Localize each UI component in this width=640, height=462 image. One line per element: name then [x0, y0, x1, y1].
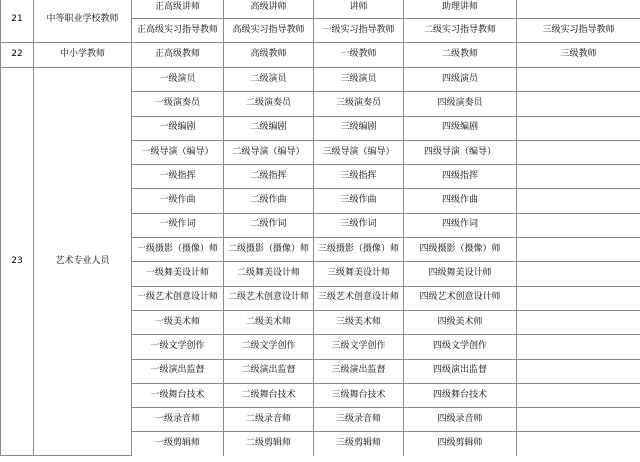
- title-cell: 三级演员: [314, 68, 404, 92]
- title-cell: 三级舞台技术: [314, 383, 404, 407]
- title-cell: 一级作曲: [132, 189, 224, 213]
- title-cell: 讲师: [314, 0, 404, 19]
- title-cell: 三级导演（编导）: [314, 140, 404, 164]
- title-cell: 二级教师: [404, 43, 517, 68]
- title-cell: 二级剪辑师: [224, 432, 314, 456]
- category-name: 艺术专业人员: [34, 68, 132, 456]
- empty-cell: [517, 335, 640, 359]
- title-cell: 二级作曲: [224, 189, 314, 213]
- title-cell: 一级指挥: [132, 165, 224, 189]
- title-cell: 三级演出监督: [314, 359, 404, 383]
- title-cell: 四级剪辑师: [404, 432, 517, 456]
- title-cell: 三级作曲: [314, 189, 404, 213]
- title-cell: 三级舞美设计师: [314, 262, 404, 286]
- title-cell: [517, 0, 640, 19]
- title-cell: 助理讲师: [404, 0, 517, 19]
- title-cell: 四级演奏员: [404, 92, 517, 116]
- empty-cell: [517, 408, 640, 432]
- title-cell: 四级摄影（摄像）师: [404, 238, 517, 262]
- title-cell: 三级演奏员: [314, 92, 404, 116]
- title-cell: 一级艺术创意设计师: [132, 286, 224, 310]
- title-cell: 二级导演（编导）: [224, 140, 314, 164]
- title-cell: 二级指挥: [224, 165, 314, 189]
- empty-cell: [517, 68, 640, 92]
- title-cell: 四级作曲: [404, 189, 517, 213]
- title-cell: 三级作词: [314, 213, 404, 237]
- title-cell: 四级导演（编导）: [404, 140, 517, 164]
- title-cell: 四级录音师: [404, 408, 517, 432]
- title-cell: 二级美术师: [224, 310, 314, 334]
- empty-cell: [517, 383, 640, 407]
- title-cell: 正高级讲师: [132, 0, 224, 19]
- empty-cell: [517, 262, 640, 286]
- title-cell: 二级演出监督: [224, 359, 314, 383]
- empty-cell: [517, 238, 640, 262]
- empty-cell: [517, 213, 640, 237]
- title-cell: 三级教师: [517, 43, 640, 68]
- title-cell: 一级美术师: [132, 310, 224, 334]
- title-cell: 四级美术师: [404, 310, 517, 334]
- table-row: [1, 68, 640, 92]
- row-number: 21: [1, 0, 34, 43]
- title-cell: 二级演奏员: [224, 92, 314, 116]
- title-cell: 一级教师: [314, 43, 404, 68]
- row-number: 22: [1, 43, 34, 68]
- empty-cell: [517, 92, 640, 116]
- table-row: [1, 43, 640, 68]
- title-cell: 一级文学创作: [132, 335, 224, 359]
- title-cell: 正高级实习指导教师: [132, 19, 224, 43]
- title-cell: 四级指挥: [404, 165, 517, 189]
- empty-cell: [517, 432, 640, 456]
- title-cell: 高级讲师: [224, 0, 314, 19]
- empty-cell: [517, 286, 640, 310]
- title-cell: 四级舞台技术: [404, 383, 517, 407]
- title-cell: 四级演员: [404, 68, 517, 92]
- title-cell: 一级演出监督: [132, 359, 224, 383]
- row-number: 23: [1, 68, 34, 456]
- empty-cell: [517, 140, 640, 164]
- title-cell: 二级录音师: [224, 408, 314, 432]
- title-cell: 正高级教师: [132, 43, 224, 68]
- title-cell: 二级舞美设计师: [224, 262, 314, 286]
- title-cell: 四级艺术创意设计师: [404, 286, 517, 310]
- title-cell: 三级美术师: [314, 310, 404, 334]
- title-cell: 二级舞台技术: [224, 383, 314, 407]
- title-cell: 四级演出监督: [404, 359, 517, 383]
- title-cell: 一级录音师: [132, 408, 224, 432]
- category-name: 中小学教师: [34, 43, 132, 68]
- title-cell: 一级演员: [132, 68, 224, 92]
- title-cell: 三级录音师: [314, 408, 404, 432]
- title-cell: 二级艺术创意设计师: [224, 286, 314, 310]
- title-cell: 二级摄影（摄像）师: [224, 238, 314, 262]
- empty-cell: [517, 310, 640, 334]
- title-cell: 高级实习指导教师: [224, 19, 314, 43]
- title-cell: 二级实习指导教师: [404, 19, 517, 43]
- title-cell: 一级实习指导教师: [314, 19, 404, 43]
- title-cell: 一级作词: [132, 213, 224, 237]
- empty-cell: [517, 116, 640, 140]
- title-cell: 三级艺术创意设计师: [314, 286, 404, 310]
- title-cell: 三级摄影（摄像）师: [314, 238, 404, 262]
- title-cell: 四级编剧: [404, 116, 517, 140]
- title-cell: 一级剪辑师: [132, 432, 224, 456]
- empty-cell: [517, 165, 640, 189]
- title-cell: 四级文学创作: [404, 335, 517, 359]
- title-cell: 三级指挥: [314, 165, 404, 189]
- category-name: 中等职业学校教师: [34, 0, 132, 43]
- title-cell: 一级摄影（摄像）师: [132, 238, 224, 262]
- title-cell: 二级文学创作: [224, 335, 314, 359]
- title-cell: 二级作词: [224, 213, 314, 237]
- title-cell: 一级编剧: [132, 116, 224, 140]
- title-cell: 一级导演（编导）: [132, 140, 224, 164]
- title-cell: 四级作词: [404, 213, 517, 237]
- table-row: [1, 0, 640, 19]
- title-cell: 一级舞台技术: [132, 383, 224, 407]
- title-cell: 三级实习指导教师: [517, 19, 640, 43]
- empty-cell: [517, 359, 640, 383]
- empty-cell: [517, 189, 640, 213]
- title-cell: 一级舞美设计师: [132, 262, 224, 286]
- title-cell: 高级教师: [224, 43, 314, 68]
- title-cell: 三级剪辑师: [314, 432, 404, 456]
- title-cell: 一级演奏员: [132, 92, 224, 116]
- title-cell: 二级编剧: [224, 116, 314, 140]
- title-cell: 二级演员: [224, 68, 314, 92]
- title-cell: 四级舞美设计师: [404, 262, 517, 286]
- title-cell: 三级文学创作: [314, 335, 404, 359]
- title-cell: 三级编剧: [314, 116, 404, 140]
